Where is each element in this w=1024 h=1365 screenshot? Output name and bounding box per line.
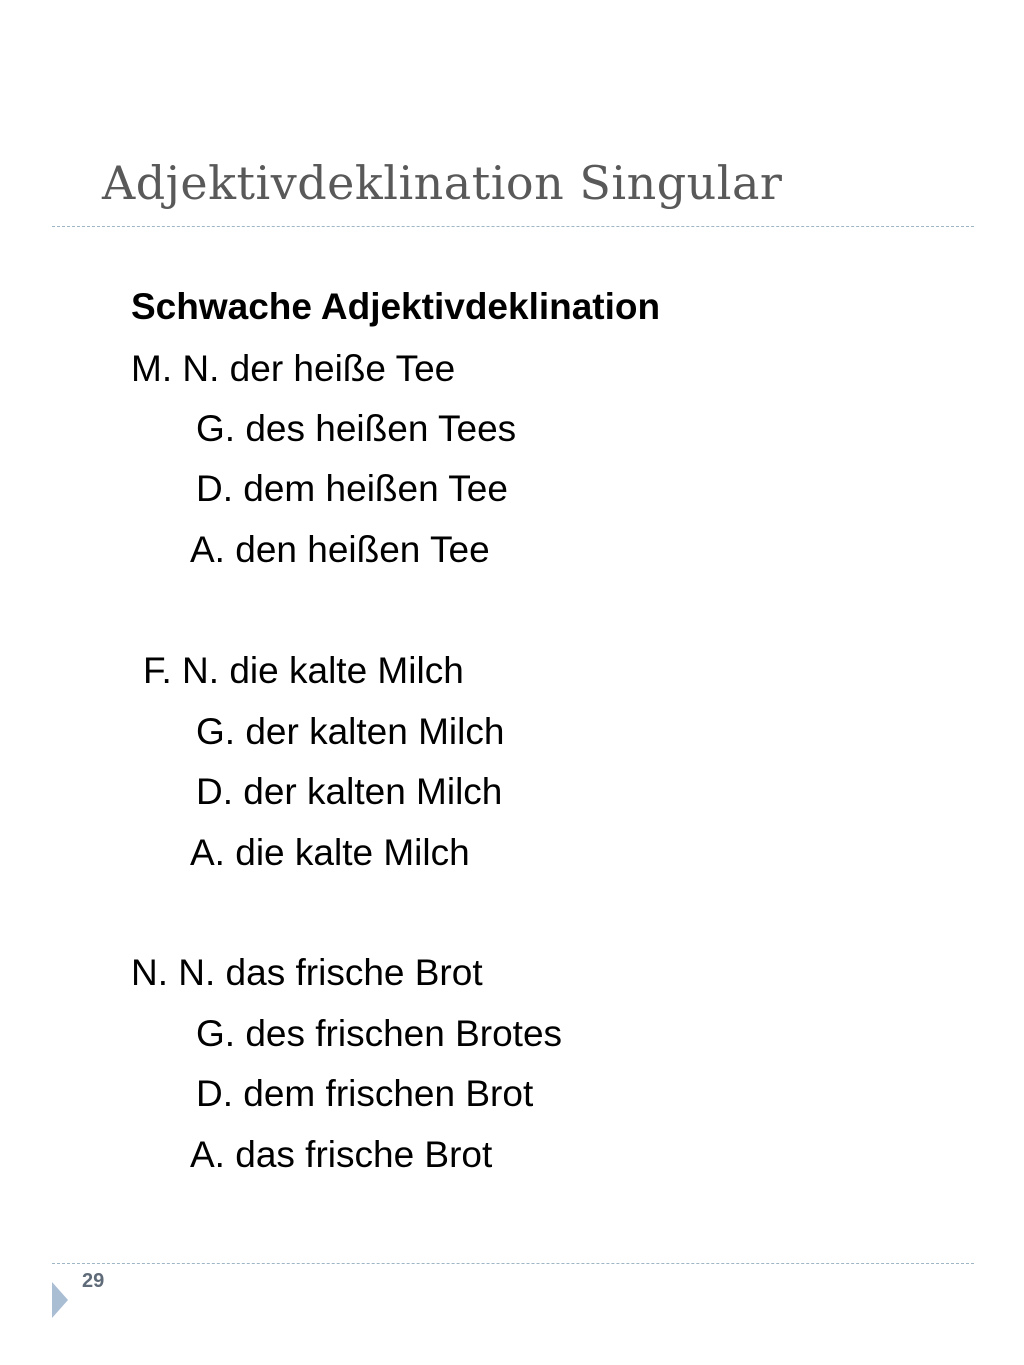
declension-line-masculine-genitive: G. des heißen Tees [196,408,517,449]
triangle-right-icon [52,1282,68,1318]
declension-line-masculine-nominative: M. N. der heiße Tee [131,348,456,389]
declension-line-masculine-dative: D. dem heißen Tee [196,468,508,509]
title-divider [52,226,974,227]
page-number: 29 [82,1270,105,1292]
declension-line-feminine-nominative: F. N. die kalte Milch [143,650,464,691]
declension-line-feminine-genitive: G. der kalten Milch [196,711,505,752]
declension-line-masculine-accusative: A. den heißen Tee [190,529,490,570]
declension-line-feminine-dative: D. der kalten Milch [196,771,503,812]
declension-line-neuter-dative: D. dem frischen Brot [196,1073,534,1114]
slide-title: Adjektivdeklination Singular [102,156,783,210]
declension-line-neuter-nominative: N. N. das frische Brot [131,952,483,993]
declension-line-neuter-genitive: G. des frischen Brotes [196,1013,563,1054]
footer-divider [52,1263,974,1264]
declension-line-feminine-accusative: A. die kalte Milch [190,832,470,873]
declension-line-neuter-accusative: A. das frische Brot [190,1134,493,1175]
section-heading: Schwache Adjektivdeklination [131,286,661,327]
